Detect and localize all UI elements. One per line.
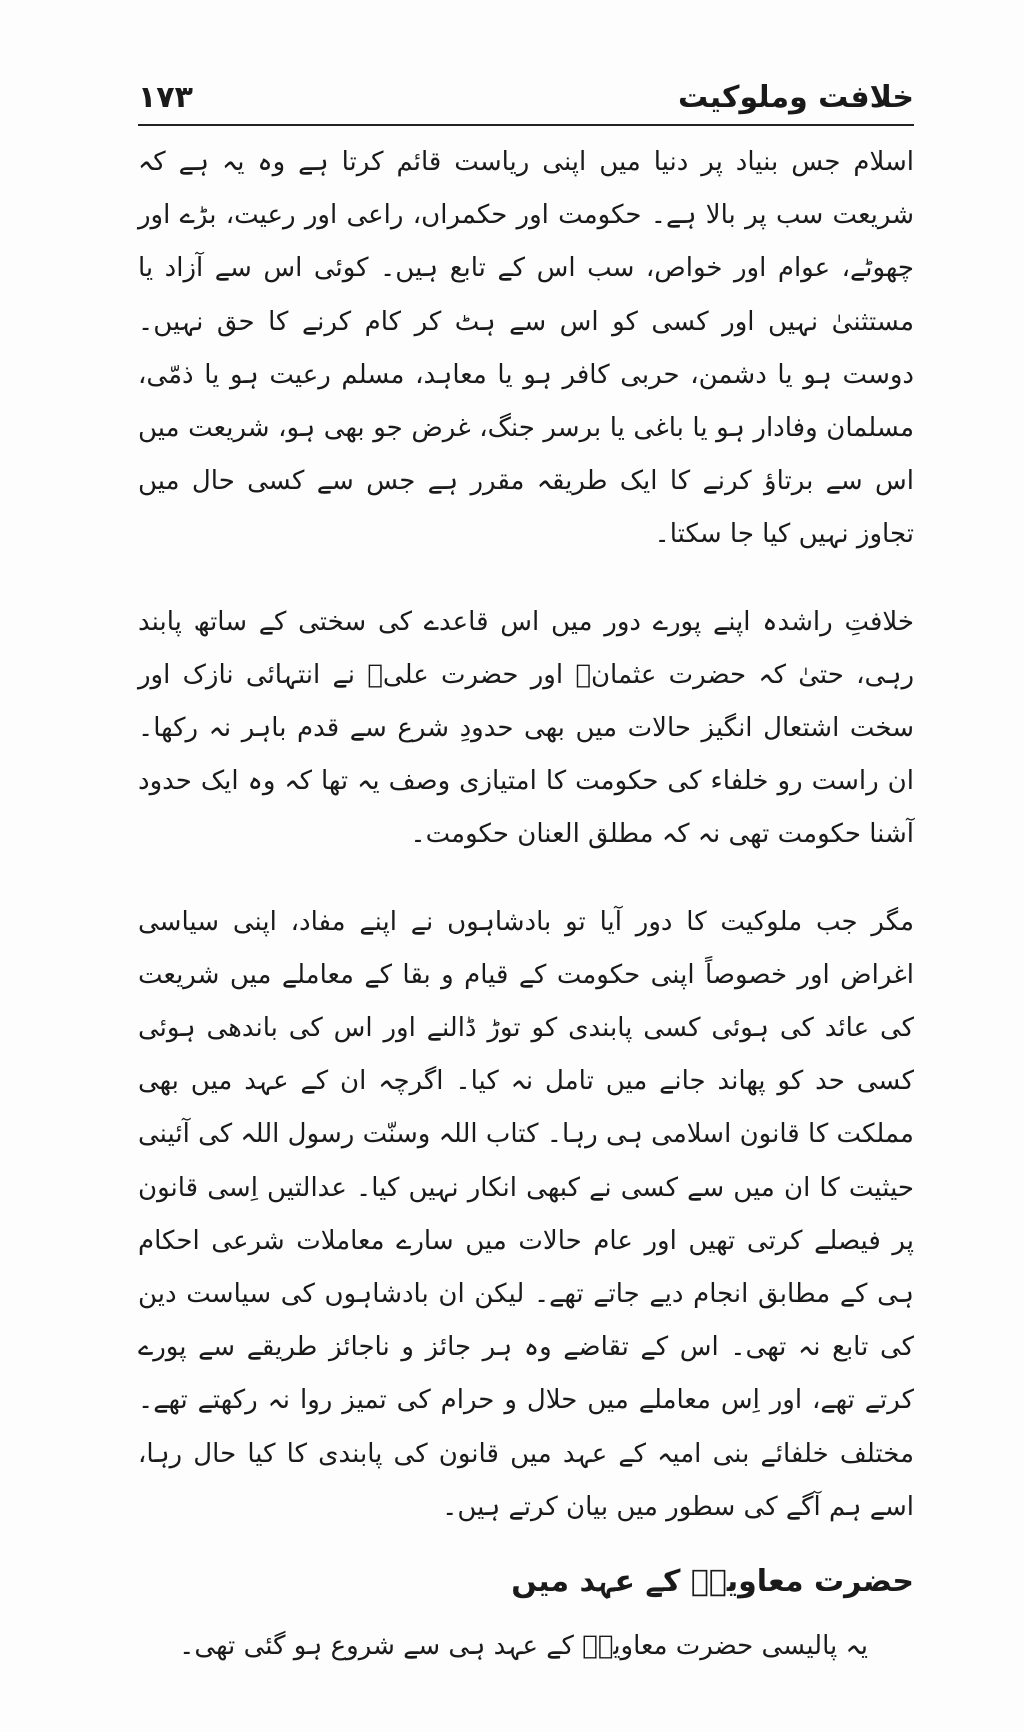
page-body — [138, 136, 914, 1672]
section-heading: حضرت معاویہؓ کے عہد میں — [511, 1564, 914, 1600]
page-header — [138, 78, 914, 126]
page-number: ۱۷۳ — [138, 80, 193, 115]
section-text: یہ پالیسی حضرت معاویہؓ کے عہد ہی سے شروع ہو گئی تھی۔ — [179, 1631, 868, 1662]
paragraph-3: مگر جب ملوکیت کا دور آیا تو بادشاہوں نے اپنے مفاد، اپنی سیاسی اغراض اور خصوصاً اپنی حکومت کے قیام و بقا کے معاملے میں شریعت کی عائد کی ہوئی کسی پابندی کو توڑ ڈالنے اور اس کی باندھی ہوئی کسی حد کو پھاند جانے میں تامل نہ کیا۔ اگرچہ ان کے عہد میں بھی مملکت کا قانون اسلامی ہی رہا۔ کتاب اللہ وسنّت رسول اللہ کی آئینی حیثیت کا ان میں سے کسی نے کبھی انکار نہیں کیا۔ عدالتیں اِسی قانون پر فیصلے کرتی تھیں اور عام حالات میں سارے معاملات شرعی احکام ہی کے مطابق انجام دیے جاتے تھے۔ لیکن ان بادشاہوں کی سیاست دین کی تابع نہ تھی۔ اس کے تقاضے وہ ہر جائز و ناجائز طریقے سے پورے کرتے تھے، اور اِس معاملے میں حلال و حرام کی تمیز روا نہ رکھتے تھے۔ مختلف خلفائے بنی امیہ کے عہد میں قانون کی پابندی کا کیا حال رہا، اسے ہم آگے کی سطور میں بیان کرتے ہیں۔ — [138, 906, 914, 1522]
book-title: خلافت وملوکیت — [678, 80, 914, 115]
paragraph-1: اسلام جس بنیاد پر دنیا میں اپنی ریاست قائم کرتا ہے وہ یہ ہے کہ شریعت سب پر بالا ہے۔ حکومت اور حکمراں، راعی اور رعیت، بڑے اور چھوٹے، عوام اور خواص، سب اس کے تابع ہیں۔ کوئی اس سے آزاد یا مستثنیٰ نہیں اور کسی کو اس سے ہٹ کر کام کرنے کا حق نہیں۔ دوست ہو یا دشمن، حربی کافر ہو یا معاہد، مسلم رعیت ہو یا ذمّی، مسلمان وفادار ہو یا باغی یا برسر جنگ، غرض جو بھی ہو، شریعت میں اس سے برتاؤ کرنے کا ایک طریقہ مقرر ہے جس سے کسی حال میں تجاوز نہیں کیا جا سکتا۔ — [138, 147, 914, 550]
paragraph-2: خلافتِ راشدہ اپنے پورے دور میں اس قاعدے کی سختی کے ساتھ پابند رہی، حتیٰ کہ حضرت عثمانؓ اور حضرت علیؓ نے انتہائی نازک اور سخت اشتعال انگیز حالات میں بھی حدودِ شرع سے قدم باہر نہ رکھا۔ ان راست رو خلفاء کی حکومت کا امتیازی وصف یہ تھا کہ وہ ایک حدود آشنا حکومت تھی نہ کہ مطلق العنان حکومت۔ — [138, 606, 914, 850]
